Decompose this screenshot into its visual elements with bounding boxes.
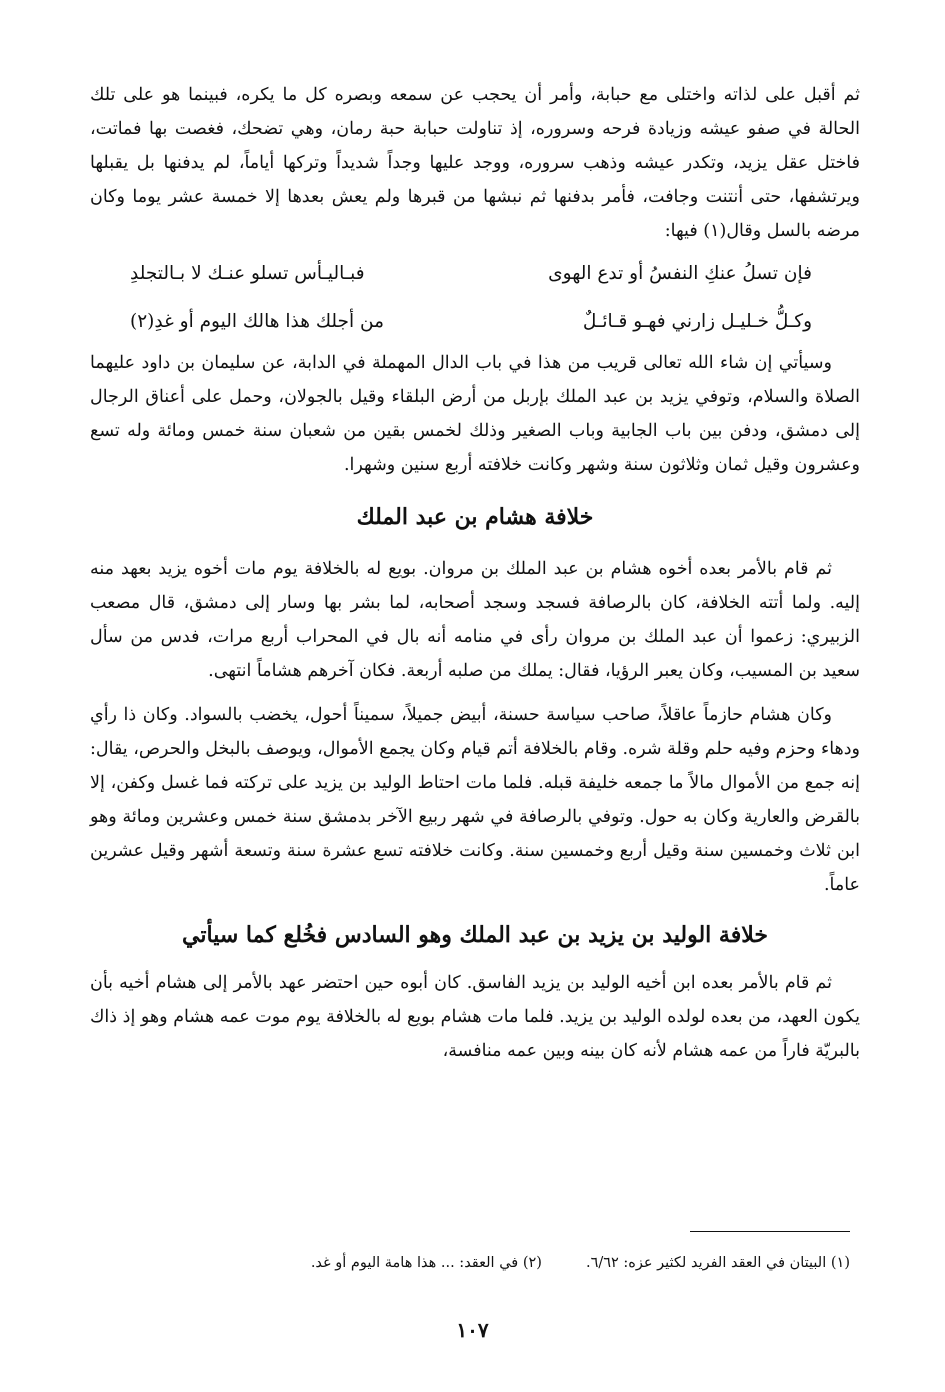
paragraph-hisham-character: وكان هشام حازماً عاقلاً، صاحب سياسة حسنة، أبيض جميلاً، سميناً أحول، يخضب بالسواد. وكان ذا رأي ودهاء وحزم وفيه حلم وقلة شره. وقام بالخلافة أتم قيام وكان يجمع الأموال، ويوصف بالبخل والحرص، يقال: إنه جمع من الأموال مالاً ما جمعه خليفة قبله. فلما مات احتاط الوليد بن يزيد على تركته فما غسل وكفن، إلا بالقرض والعارية وكان به حول. وتوفي بالرصافة في شهر ربيع الآخر بدمشق سنة خمس وعشرين ومائة وهو ابن ثلاث وخمسين سنة وقيل أربع وخمسين سنة. وكانت خلافته تسع عشرة سنة وتسعة أشهر وقيل عشرين عاماً. bbox=[90, 705, 860, 895]
footnotes bbox=[90, 1252, 860, 1274]
footnote-2: (٢) في العقد: ... هذا هامة اليوم أو غد. bbox=[310, 1255, 542, 1271]
verse-second-hemistich: فبـاليـأس تسلو عنـك لا بـالتجلدِ bbox=[130, 263, 365, 284]
section-title-walid: خلافة الوليد بن يزيد بن عبد الملك وهو السادس فخُلع كما سيأتي bbox=[182, 922, 768, 948]
section-title-hisham: خلافة هشام بن عبد الملك bbox=[356, 504, 594, 530]
paragraph-habbaba: ثم أقبل على لذاته واختلى مع حبابة، وأمر أن يحجب عن سمعه وبصره كل ما يكره، فبينما هو على تلك الحالة في صفو عيشه وزيادة فرحه وسروره، إذ تناولت حبابة حبة رمان، وهي تضحك، فغصت بها فماتت، فاختل عقل يزيد، وتكدر عيشه وذهب سروره، ووجد عليها وجداً شديداً وتركها أياماً، لم يدفنها بل يقبلها ويرتشفها، حتى أنتنت وجافت، فأمر بدفنها ثم نبشها من قبرها ولم يعش بعدها إلا خمسة عشر يوما وكان مرضه بالسل وقال(١) فيها: bbox=[90, 85, 860, 241]
page-body bbox=[90, 78, 860, 1068]
poem bbox=[90, 250, 860, 346]
verse-first-hemistich: فإن تسلُ عنكِ النفسُ أو تدع الهوى bbox=[548, 263, 812, 284]
poem-verse bbox=[90, 298, 860, 346]
paragraph-hisham-accession: ثم قام بالأمر بعده أخوه هشام بن عبد الملك بن مروان. بويع له بالخلافة يوم مات أخوه يزيد بعهد منه إليه. ولما أتته الخلافة، كان بالرصافة فسجد وسجد أصحابه، لما بشر بها وسار إلى دمشق، قال مصعب الزبيري: زعموا أن عبد الملك بن مروان رأى في منامه أنه بال في المحراب أربع مرات، فدس من سأل سعيد بن المسيب، وكان يعبر الرؤيا، فقال: يملك من صلبه أربعة. فكان آخرهم هشاماً انتهى. bbox=[90, 559, 860, 681]
verse-first-hemistich: وكـلُّ خـليـل زارني فهـو قـائـلٌ bbox=[582, 311, 812, 332]
footnote-separator bbox=[690, 1231, 850, 1232]
paragraph-yazid-death: وسيأتي إن شاء الله تعالى قريب من هذا في باب الدال المهملة في الدابة، عن سليمان بن داود عليهما الصلاة والسلام، وتوفي يزيد بن عبد الملك بإربل من أرض البلقاء وقيل بالجولان، وحمل على أعناق الرجال إلى دمشق، ودفن بين باب الجابية وباب الصغير وذلك لخمس بقين من شعبان سنة خمس ومائة وله تسع وعشرون وقيل ثمان وثلاثون سنة وشهر وكانت خلافته أربع سنين وشهرا. bbox=[90, 353, 860, 475]
paragraph-walid-accession: ثم قام بالأمر بعده ابن أخيه الوليد بن يزيد الفاسق. كان أبوه حين احتضر عهد بالأمر إلى هشام أخيه بأن يكون العهد، من بعده لولده الوليد بن يزيد. فلما مات هشام بويع له بالخلافة يوم موت عمه هشام وهو إذ ذاك بالبريّة فاراً من عمه هشام لأنه كان بينه وبين عمه منافسة، bbox=[90, 973, 860, 1061]
footnote-1: (١) البيتان في العقد الفريد لكثير عزه: ٦/٦٢. bbox=[585, 1255, 850, 1271]
page-number: ١٠٧ bbox=[456, 1318, 489, 1342]
poem-verse bbox=[90, 250, 860, 298]
verse-second-hemistich: من أجلك هذا هالك اليوم أو غدِ(٢) bbox=[130, 311, 384, 332]
